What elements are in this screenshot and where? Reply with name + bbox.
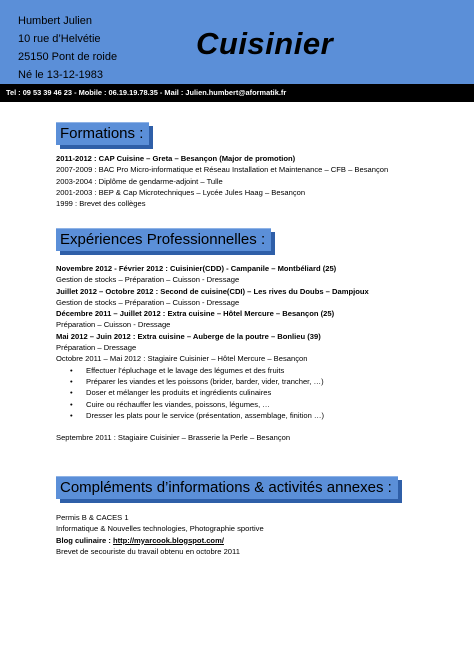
task-item: • Doser et mélanger les produits et ingrédients culinaires [56,387,369,398]
formation-item: 2011-2012 : CAP Cuisine – Greta – Besançon (Major de promotion) [56,154,296,163]
task-item: • Préparer les viandes et les poissons (brider, barder, vider, trancher, …) [56,376,369,387]
experience-heading: Décembre 2011 – Juillet 2012 : Extra cuisine – Hôtel Mercure – Besançon (25) [56,309,335,319]
formations-list [56,153,388,209]
experience-detail: Préparation – Cuisson - Dressage [56,320,171,330]
license-line: Permis B & CACES 1 [56,513,129,522]
header-band [0,0,474,84]
interests-line: Informatique & Nouvelles technologies, Photographie sportive [56,524,264,534]
address-line-1: 10 rue d’Helvétie [18,33,101,45]
experience-heading: Mai 2012 – Juin 2012 : Extra cuisine – Auberge de la poutre – Bonlieu (39) [56,331,321,341]
experience-heading: Juillet 2012 – Octobre 2012 : Second de cuisine(CDI) – Les rives du Doubs – Dampjoux [56,286,369,296]
formation-item: 2001-2003 : BEP & Cap Microtechniques – Lycée Jules Haag – Besançon [56,187,306,197]
task-item: • Effectuer l’épluchage et le lavage des légumes et des fruits [56,365,369,376]
experience-detail: Gestion de stocks – Préparation – Cuisson - Dressage [56,275,240,285]
person-name: Humbert Julien [18,15,92,27]
identity-block [18,12,117,84]
task-list [56,365,369,421]
experience-heading: Novembre 2012 - Février 2012 : Cuisinier(CDD) - Campanile – Montbéliard (25) [56,264,337,273]
formation-item: 2007-2009 : BAC Pro Micro-informatique et Réseau Installation et Maintenance – CFB – Besançon [56,165,389,175]
complements-title: Compléments d’informations & activités annexes : [56,476,398,499]
formations-title: Formations : [56,122,149,145]
task-item: • Cuire ou réchauffer les viandes, poissons, légumes, … [56,399,369,410]
contact-bar: Tel : 09 53 39 46 23 - Mobile : 06.19.19.78.35 - Mail : Julien.humbert@aformatik.fr [0,84,474,102]
blog-link[interactable]: http://myarcook.blogspot.com/ [112,535,224,545]
blog-line [56,535,264,546]
formation-item: 1999 : Brevet des collèges [56,199,146,209]
formation-item: 2003-2004 : Diplôme de gendarme-adjoint – Tulle [56,176,223,186]
experience-detail: Gestion de stocks – Préparation – Cuisson - Dressage [56,297,240,307]
complements-list [56,512,264,557]
address-line-2: 25150 Pont de roide [18,51,118,63]
experiences-title: Expériences Professionnelles : [56,228,271,251]
experiences-list [56,263,369,443]
job-title: Cuisinier [196,26,334,61]
experience-detail: Préparation – Dressage [56,343,137,353]
task-item: • Dresser les plats pour le service (présentation, assemblage, finition …) [56,410,369,421]
blog-label: Blog culinaire : [56,535,113,545]
experience-heading: Septembre 2011 : Stagiaire Cuisinier – Brasserie la Perle – Besançon [56,433,291,443]
birth-date: Né le 13-12-1983 [18,69,104,81]
first-aid-line: Brevet de secouriste du travail obtenu en octobre 2011 [56,546,240,556]
experience-heading: Octobre 2011 – Mai 2012 : Stagiaire Cuisinier – Hôtel Mercure – Besançon [56,354,308,364]
